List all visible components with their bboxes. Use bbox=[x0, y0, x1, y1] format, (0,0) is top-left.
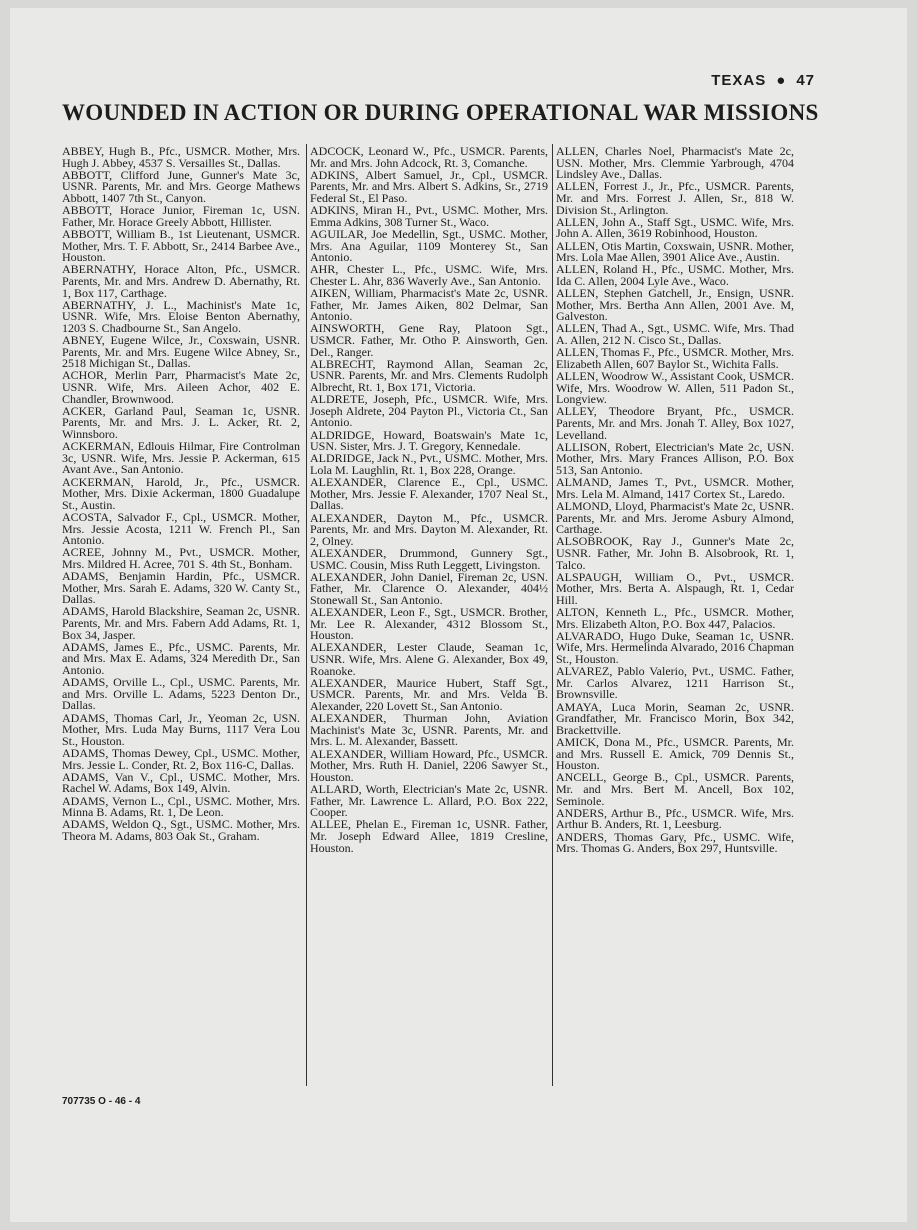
casualty-entry: ALMAND, James T., Pvt., USMCR. Mother, Mrs. Lela M. Almand, 1417 Cortex St., Laredo. bbox=[556, 475, 794, 501]
casualty-entry: ALEXANDER, Lester Claude, Seaman 1c, USNR. Wife, Mrs. Alene G. Alexander, Box 49, Roanoke. bbox=[310, 640, 548, 678]
casualty-entry: ALEXANDER, Thurman John, Aviation Machinist's Mate 3c, USNR. Parents, Mr. and Mrs. L. M. Alexander, Bassett. bbox=[310, 711, 548, 749]
casualty-entry: ABBEY, Hugh B., Pfc., USMCR. Mother, Mrs. Hugh J. Abbey, 4537 S. Versailles St., Dallas. bbox=[62, 144, 300, 170]
casualty-entry: ADAMS, Thomas Carl, Jr., Yeoman 2c, USN. Mother, Mrs. Luda May Burns, 1117 Vera Lou St., Houston. bbox=[62, 710, 300, 748]
casualty-entry: ANDERS, Arthur B., Pfc., USMCR. Wife, Mrs. Arthur B. Anders, Rt. 1, Leesburg. bbox=[556, 805, 794, 832]
casualty-entry: ALLEN, John A., Staff Sgt., USMC. Wife, Mrs. John A. Allen, 3619 Robinhood, Houston. bbox=[556, 214, 794, 241]
state-name: TEXAS bbox=[711, 72, 767, 89]
casualty-entry: ADAMS, Orville L., Cpl., USMC. Parents, Mr. and Mrs. Orville L. Adams, 5223 Denton Dr., Dallas. bbox=[62, 675, 300, 713]
casualty-entry: ALLEN, Thomas F., Pfc., USMCR. Mother, Mrs. Elizabeth Allen, 607 Baylor St., Wichita Falls. bbox=[556, 345, 794, 371]
casualty-entry: ADAMS, Vernon L., Cpl., USMC. Mother, Mrs. Minna B. Adams, Rt. 1, De Leon. bbox=[62, 793, 300, 820]
casualty-entry: ALLEN, Woodrow W., Assistant Cook, USMCR. Wife, Mrs. Woodrow W. Allen, 511 Padon St., Longview. bbox=[556, 369, 794, 407]
document-page bbox=[10, 8, 907, 1222]
casualty-entry: ALEXANDER, William Howard, Pfc., USMCR. Mother, Mrs. Ruth H. Daniel, 2206 Sawyer St., Houston. bbox=[310, 746, 548, 784]
casualty-entry: ABBOTT, William B., 1st Lieutenant, USMCR. Mother, Mrs. T. F. Abbott, Sr., 2414 Barbee Ave., Houston. bbox=[62, 226, 300, 265]
casualty-entry: ALLEN, Charles Noel, Pharmacist's Mate 2c, USN. Mother, Mrs. Clemmie Yarbrough, 4704 Lindsley Ave., Dallas. bbox=[556, 144, 794, 182]
print-code: 707735 O - 46 - 4 bbox=[62, 1096, 141, 1107]
casualty-entry: ALBRECHT, Raymond Allan, Seaman 2c, USNR. Parents, Mr. and Mrs. Clements Rudolph Albrecht, Rt. 1, Box 171, Victoria. bbox=[310, 356, 548, 395]
casualty-entry: ALEXANDER, Drummond, Gunnery Sgt., USMC. Cousin, Miss Ruth Leggett, Livingston. bbox=[310, 545, 548, 572]
casualty-entry: ADKINS, Miran H., Pvt., USMC. Mother, Mrs. Emma Adkins, 308 Turner St., Waco. bbox=[310, 203, 548, 229]
casualty-entry: ACKERMAN, Edlouis Hilmar, Fire Controlman 3c, USNR. Wife, Mrs. Jessie P. Ackerman, 615 Avant Ave., San Antonio. bbox=[62, 439, 300, 477]
page-number: 47 bbox=[796, 72, 815, 89]
casualty-entry: AMAYA, Luca Morin, Seaman 2c, USNR. Grandfather, Mr. Francisco Morin, Box 342, Brackettville. bbox=[556, 699, 794, 737]
casualty-entry: ANCELL, George B., Cpl., USMCR. Parents, Mr. and Mrs. Bert M. Ancell, Box 102, Seminole. bbox=[556, 770, 794, 808]
casualty-entry: ADAMS, Benjamin Hardin, Pfc., USMCR. Mother, Mrs. Sarah E. Adams, 320 W. Canty St., Dallas. bbox=[62, 569, 300, 607]
column-3 bbox=[556, 146, 794, 855]
casualty-entry: ALLEY, Theodore Bryant, Pfc., USMCR. Parents, Mr. and Mrs. Jonah T. Alley, Box 1027, Levelland. bbox=[556, 404, 794, 442]
casualty-entry: ADAMS, Van V., Cpl., USMC. Mother, Mrs. Rachel W. Adams, Box 149, Alvin. bbox=[62, 769, 300, 796]
casualty-entry: ALLEN, Otis Martin, Coxswain, USNR. Mother, Mrs. Lola Mae Allen, 3901 Alice Ave., Austin. bbox=[556, 238, 794, 265]
casualty-entry: ALEXANDER, Dayton M., Pfc., USMCR. Parents, Mr. and Mrs. Dayton M. Alexander, Rt. 2, Olney. bbox=[310, 510, 548, 548]
column-divider bbox=[552, 144, 553, 1086]
casualty-entry: AGUILAR, Joe Medellin, Sgt., USMC. Mother, Mrs. Ana Aguilar, 1109 Monterey St., San Antonio. bbox=[310, 226, 548, 265]
casualty-entry: ADAMS, Weldon Q., Sgt., USMC. Mother, Mrs. Theora M. Adams, 803 Oak St., Graham. bbox=[62, 817, 300, 843]
casualty-entry: ADAMS, James E., Pfc., USMC. Parents, Mr. and Mrs. Max E. Adams, 324 Meredith Dr., San Antonio. bbox=[62, 639, 300, 678]
casualty-entry: ALDRIDGE, Howard, Boatswain's Mate 1c, USN. Sister, Mrs. J. T. Gregory, Kennedale. bbox=[310, 427, 548, 454]
casualty-entry: ALTON, Kenneth L., Pfc., USMCR. Mother, Mrs. Elizabeth Alton, P.O. Box 447, Palacios. bbox=[556, 605, 794, 631]
casualty-entry: AHR, Chester L., Pfc., USMC. Wife, Mrs. Chester L. Ahr, 836 Waverly Ave., San Antonio. bbox=[310, 262, 548, 288]
casualty-entry: AINSWORTH, Gene Ray, Platoon Sgt., USMCR. Father, Mr. Otho P. Ainsworth, Gen. Del., Ranger. bbox=[310, 321, 548, 359]
column-1 bbox=[62, 146, 300, 843]
casualty-entry: ALEXANDER, Leon F., Sgt., USMCR. Brother, Mr. Lee R. Alexander, 4312 Blossom St., Houston. bbox=[310, 605, 548, 643]
running-header bbox=[711, 72, 815, 89]
casualty-entry: ALDRIDGE, Jack N., Pvt., USMC. Mother, Mrs. Lola M. Laughlin, Rt. 1, Box 228, Orange. bbox=[310, 451, 548, 477]
casualty-entry: ALDRETE, Joseph, Pfc., USMCR. Wife, Mrs. Joseph Aldrete, 204 Payton Pl., Victoria Ct., San Antonio. bbox=[310, 392, 548, 430]
casualty-entry: ALEXANDER, Clarence E., Cpl., USMC. Mother, Mrs. Jessie F. Alexander, 1707 Neal St., Dallas. bbox=[310, 475, 548, 513]
casualty-entry: ABBOTT, Horace Junior, Fireman 1c, USN. Father, Mr. Horace Greely Abbott, Hillister. bbox=[62, 203, 300, 229]
casualty-entry: ANDERS, Thomas Gary, Pfc., USMC. Wife, Mrs. Thomas G. Anders, Box 297, Huntsville. bbox=[556, 829, 794, 856]
casualty-entry: AMICK, Dona M., Pfc., USMCR. Parents, Mr. and Mrs. Russell E. Amick, 709 Dennis St., Houston. bbox=[556, 734, 794, 773]
column-2 bbox=[310, 146, 548, 855]
casualty-entry: ACKER, Garland Paul, Seaman 1c, USNR. Parents, Mr. and Mrs. J. L. Acker, Rt. 2, Winnsboro. bbox=[62, 403, 300, 441]
casualty-entry: ABNEY, Eugene Wilce, Jr., Coxswain, USNR. Parents, Mr. and Mrs. Eugene Wilce Abney, Sr., 2518 Michigan St., Dallas. bbox=[62, 333, 300, 371]
casualty-entry: ADAMS, Thomas Dewey, Cpl., USMC. Mother, Mrs. Jessie L. Conder, Rt. 2, Box 116-C, Dallas. bbox=[62, 745, 300, 772]
separator-dot: ● bbox=[776, 72, 787, 89]
casualty-entry: ADKINS, Albert Samuel, Jr., Cpl., USMCR. Parents, Mr. and Mrs. Albert S. Adkins, Sr., 2719 Federal St., El Paso. bbox=[310, 167, 548, 205]
casualty-entry: ABBOTT, Clifford June, Gunner's Mate 3c, USNR. Parents, Mr. and Mrs. George Mathews Abbott, 1407 7th St., Canyon. bbox=[62, 167, 300, 205]
casualty-entry: ALMOND, Lloyd, Pharmacist's Mate 2c, USNR. Parents, Mr. and Mrs. Jerome Asbury Almond, Carthage. bbox=[556, 498, 794, 537]
casualty-entry: ALEXANDER, Maurice Hubert, Staff Sgt., USMCR. Parents, Mr. and Mrs. Velda B. Alexander, 220 Lovett St., San Antonio. bbox=[310, 675, 548, 713]
casualty-entry: ALLISON, Robert, Electrician's Mate 2c, USN. Mother, Mrs. Mary Frances Allison, P.O. Box 513, San Antonio. bbox=[556, 439, 794, 477]
casualty-entry: ABERNATHY, Horace Alton, Pfc., USMCR. Parents, Mr. and Mrs. Andrew D. Abernathy, Rt. 1, Box 117, Carthage. bbox=[62, 262, 300, 300]
column-divider bbox=[306, 144, 307, 1086]
casualty-entry: ACREE, Johnny M., Pvt., USMCR. Mother, Mrs. Mildred H. Acree, 701 S. 4th St., Bonham. bbox=[62, 545, 300, 571]
casualty-entry: ALLEN, Thad A., Sgt., USMC. Wife, Mrs. Thad A. Allen, 212 N. Cisco St., Dallas. bbox=[556, 321, 794, 348]
casualty-entry: ALVARADO, Hugo Duke, Seaman 1c, USNR. Wife, Mrs. Hermelinda Alvarado, 2016 Chapman St., Houston. bbox=[556, 628, 794, 667]
casualty-entry: ALVAREZ, Pablo Valerio, Pvt., USMC. Father, Mr. Carlos Alvarez, 1211 Harrison St., Brownsville. bbox=[556, 664, 794, 702]
casualty-entry: ACKERMAN, Harold, Jr., Pfc., USMCR. Mother, Mrs. Dixie Ackerman, 1800 Guadalupe St., Austin. bbox=[62, 474, 300, 512]
casualty-entry: ALLEN, Roland H., Pfc., USMC. Mother, Mrs. Ida C. Allen, 2004 Lyle Ave., Waco. bbox=[556, 262, 794, 288]
casualty-entry: ABERNATHY, J. L., Machinist's Mate 1c, USNR. Wife, Mrs. Eloise Benton Abernathy, 1203 S. Chadbourne St., San Angelo. bbox=[62, 297, 300, 335]
casualty-entry: ADCOCK, Leonard W., Pfc., USMCR. Parents, Mr. and Mrs. John Adcock, Rt. 3, Comanche. bbox=[310, 144, 548, 170]
casualty-entry: ACOSTA, Salvador F., Cpl., USMCR. Mother, Mrs. Jessie Acosta, 1211 W. French Pl., San Antonio. bbox=[62, 509, 300, 548]
casualty-entry: ACHOR, Merlin Parr, Pharmacist's Mate 2c, USNR. Wife, Mrs. Aileen Achor, 402 E. Chandler, Brownwood. bbox=[62, 368, 300, 406]
casualty-entry: ALLEE, Phelan E., Fireman 1c, USNR. Father, Mr. Joseph Edward Allee, 1819 Cresline, Houston. bbox=[310, 817, 548, 855]
casualty-entry: AIKEN, William, Pharmacist's Mate 2c, USNR. Father, Mr. James Aiken, 802 Delmar, San Antonio. bbox=[310, 286, 548, 324]
casualty-entry: ALLEN, Stephen Gatchell, Jr., Ensign, USNR. Mother, Mrs. Bertha Ann Allen, 2001 Ave. M, Galveston. bbox=[556, 286, 794, 324]
casualty-entry: ALSPAUGH, William O., Pvt., USMCR. Mother, Mrs. Berta A. Alspaugh, Rt. 1, Cedar Hill. bbox=[556, 569, 794, 607]
page-title: WOUNDED IN ACTION OR DURING OPERATIONAL WAR MISSIONS bbox=[62, 100, 819, 125]
casualty-entry: ALLEN, Forrest J., Jr., Pfc., USMCR. Parents, Mr. and Mrs. Forrest J. Allen, Sr., 818 W. Division St., Arlington. bbox=[556, 179, 794, 217]
casualty-entry: ADAMS, Harold Blackshire, Seaman 2c, USNR. Parents, Mr. and Mrs. Fabern Add Adams, Rt. 1, Box 34, Jasper. bbox=[62, 604, 300, 642]
casualty-entry: ALLARD, Worth, Electrician's Mate 2c, USNR. Father, Mr. Lawrence L. Allard, P.O. Box 222, Cooper. bbox=[310, 781, 548, 820]
casualty-entry: ALEXANDER, John Daniel, Fireman 2c, USN. Father, Mr. Clarence O. Alexander, 404½ Stonewall St., San Antonio. bbox=[310, 569, 548, 607]
casualty-entry: ALSOBROOK, Ray J., Gunner's Mate 2c, USNR. Father, Mr. John B. Alsobrook, Rt. 1, Talco. bbox=[556, 534, 794, 572]
